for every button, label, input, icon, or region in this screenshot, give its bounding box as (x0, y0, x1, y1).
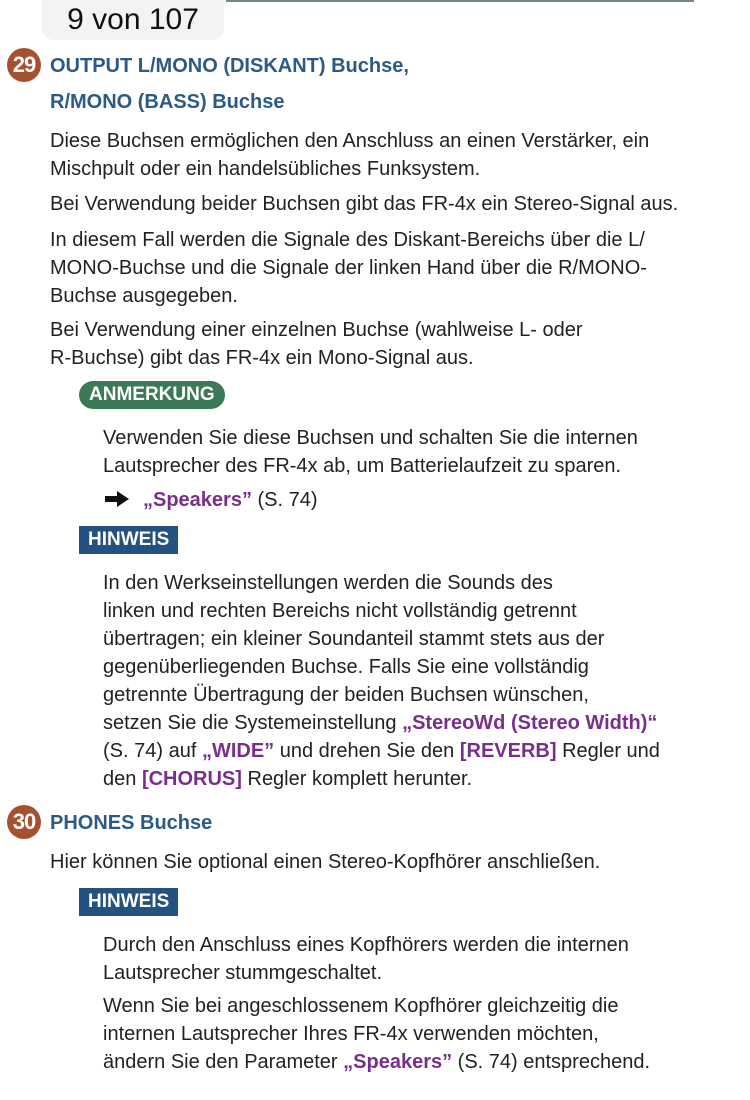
text-run: (S. 74) auf (103, 740, 202, 762)
hinweis-text (103, 569, 660, 793)
hinweis-label-2: HINWEIS (79, 888, 178, 916)
text-run: ändern Sie den Parameter (103, 1051, 344, 1073)
section-29-title-line1: OUTPUT L/MONO (DISKANT) Buchse, (50, 55, 409, 77)
section-29-paragraph-2 (50, 190, 678, 218)
speakers-link-2[interactable]: „Speakers” (343, 1051, 453, 1073)
text-line: getrennte Übertragung der beiden Buchsen wünschen, (103, 684, 589, 706)
text-line: Hier können Sie optional einen Stereo-Kopfhörer anschließen. (50, 851, 601, 873)
page-ref: (S. 74) (251, 489, 318, 511)
text-line: gegenüberliegenden Buchse. Falls Sie eine vollständig (103, 656, 589, 678)
text-line: Bei Verwendung einer einzelnen Buchse (wahlweise L- oder (50, 319, 583, 341)
section-30-paragraph-1 (50, 848, 600, 876)
speakers-reference (105, 486, 318, 514)
text-run: Regler komplett herunter. (241, 768, 473, 790)
hinweis-text-3 (103, 992, 650, 1076)
hinweis-text-2 (103, 931, 629, 987)
page-counter: 9 von 107 (42, 0, 224, 40)
text-line: In diesem Fall werden die Signale des Diskant-Bereichs über die L/ (50, 229, 645, 251)
text-line: R-Buchse) gibt das FR-4x ein Mono-Signal aus. (50, 347, 474, 369)
text-run: und drehen Sie den (274, 740, 460, 762)
text-line: Wenn Sie bei angeschlossenem Kopfhörer gleichzeitig die (103, 995, 619, 1017)
text-line: übertragen; ein kleiner Soundanteil stammt stets aus der (103, 628, 605, 650)
section-29-badge: 29 (7, 48, 41, 82)
text-line: internen Lautsprecher Ihres FR-4x verwenden möchten, (103, 1023, 599, 1045)
text-run: (S. 74) entsprechend. (452, 1051, 651, 1073)
text-run: Regler und (556, 740, 660, 762)
text-line: Bei Verwendung beider Buchsen gibt das FR-4x ein Stereo-Signal aus. (50, 193, 679, 215)
section-30-title: PHONES Buchse (50, 812, 213, 834)
text-line: Mischpult oder ein handelsübliches Funksystem. (50, 158, 481, 180)
speakers-link[interactable]: „Speakers” (143, 489, 252, 511)
text-line: Lautsprecher des FR-4x ab, um Batterielaufzeit zu sparen. (103, 455, 622, 477)
chorus-knob-label: [CHORUS] (141, 768, 242, 790)
stereowd-link[interactable]: „StereoWd (Stereo Width)“ (402, 712, 658, 734)
text-line (103, 1048, 650, 1076)
section-29-paragraph-4 (50, 316, 583, 372)
text-line: Verwenden Sie diese Buchsen und schalten Sie die internen (103, 427, 638, 449)
wide-value: „WIDE” (201, 740, 275, 762)
anmerkung-text (103, 424, 638, 480)
section-29-paragraph-3 (50, 226, 647, 310)
text-line: MONO-Buchse und die Signale der linken Hand über die R/MONO- (50, 257, 647, 279)
anmerkung-label: ANMERKUNG (79, 381, 225, 409)
section-29-title-line2: R/MONO (BASS) Buchse (50, 91, 285, 113)
text-line: Lautsprecher stummgeschaltet. (103, 962, 383, 984)
text-run: setzen Sie die Systemeinstellung (103, 712, 403, 734)
text-line: linken und rechten Bereichs nicht vollständig getrennt (103, 600, 577, 622)
text-line: In den Werkseinstellungen werden die Sounds des (103, 572, 553, 594)
hinweis-label: HINWEIS (79, 526, 178, 554)
text-line (103, 765, 660, 793)
text-line: Diese Buchsen ermöglichen den Anschluss an einen Verstärker, ein (50, 130, 650, 152)
text-line (103, 709, 660, 737)
text-run: den (103, 768, 142, 790)
section-30-badge: 30 (7, 805, 41, 839)
section-29-paragraph-1 (50, 127, 649, 183)
text-line: Durch den Anschluss eines Kopfhörers werden die internen (103, 934, 629, 956)
top-rule (226, 0, 694, 2)
text-line (103, 737, 660, 765)
reverb-knob-label: [REVERB] (459, 740, 557, 762)
arrow-right-icon (105, 491, 129, 507)
text-line: Buchse ausgegeben. (50, 285, 238, 307)
